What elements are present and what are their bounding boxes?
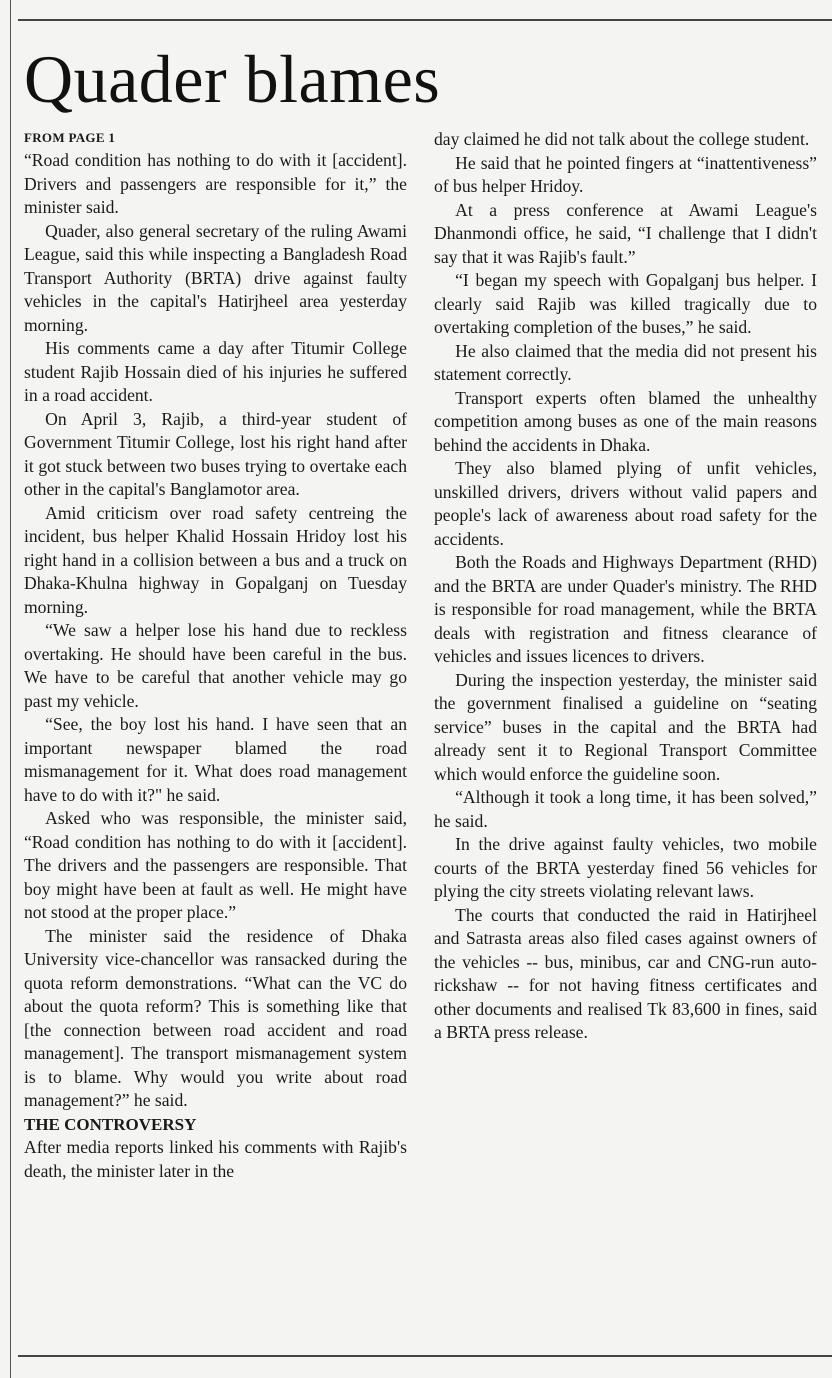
page-left-edge — [10, 0, 11, 1378]
paragraph: Amid criticism over road safety centreing the incident, bus helper Khalid Hossain Hridoy lost his right hand in a collision between a bus and a truck on Dhaka-Khulna highway in Gopalganj on Tuesday morning. — [24, 502, 407, 617]
paragraph: At a press conference at Awami League's Dhanmondi office, he said, “I challenge that I didn't say that it was Rajib's fault.” — [434, 199, 817, 267]
subhead-controversy: THE CONTROVERSY — [24, 1114, 197, 1134]
headline: Quader blames — [24, 41, 441, 117]
paragraph: Quader, also general secretary of the ruling Awami League, said this while inspecting a Bangladesh Road Transport Authority (BRTA) drive against faulty vehicles in the capital's Hatirjheel area yesterday morning. — [24, 220, 407, 335]
paragraph: The minister said the residence of Dhaka University vice-chancellor was ransacked during the quota reform demonstrations. “What can the VC do about the quota reform? This is something like that [the connection between road accident and road management]. The transport mismanagement system is to blame. Why would you write about road management?” he said. — [24, 925, 407, 1110]
paragraph: “We saw a helper lose his hand due to reckless overtaking. He should have been careful in the bus. We have to be careful that another vehicle may go past my vehicle. — [24, 620, 407, 711]
kicker-from-page: FROM PAGE 1 — [24, 130, 116, 145]
paragraph: “Road condition has nothing to do with it [accident]. Drivers and passengers are responsible for it,” the minister said. — [24, 150, 407, 217]
paragraph: The courts that conducted the raid in Hatirjheel and Satrasta areas also filed cases against owners of the vehicles -- bus, minibus, car and CNG-run auto-rickshaw -- for not having fitness certificates and other documents and realised Tk 83,600 in fines, said a BRTA press release. — [434, 904, 817, 1042]
paragraph: “I began my speech with Gopalganj bus helper. I clearly said Rajib was killed tragically due to overtaking completion of the buses,” he said. — [434, 270, 817, 337]
paragraph: On April 3, Rajib, a third-year student of Government Titumir College, lost his right hand after it got stuck between two buses trying to overtake each other in the capital's Banglamotor area. — [24, 408, 407, 499]
paragraph: Asked who was responsible, the minister said, “Road condition has nothing to do with it [accident]. The drivers and the passengers are responsible. That boy might have been at fault as well. He might have not stood at the proper place.” — [24, 808, 407, 922]
paragraph: After media reports linked his comments with Rajib's death, the minister later in the — [24, 1137, 407, 1181]
paragraph: During the inspection yesterday, the minister said the government finalised a guideline on “seating service” buses in the capital and the BRTA had already sent it to Regional Transport Committee which would enforce the guideline soon. — [434, 669, 817, 784]
paragraph: Transport experts often blamed the unhealthy competition among buses as one of the main reasons behind the accidents in Dhaka. — [434, 387, 817, 455]
paragraph: They also blamed plying of unfit vehicles, unskilled drivers, drivers without valid papers and people's lack of awareness about road safety for the accidents. — [434, 458, 817, 549]
paragraph: He also claimed that the media did not present his statement correctly. — [434, 340, 817, 384]
paragraph: He said that he pointed fingers at “inattentiveness” of bus helper Hridoy. — [434, 152, 817, 196]
bottom-rule — [18, 1355, 832, 1357]
paragraph: In the drive against faulty vehicles, two mobile courts of the BRTA yesterday fined 56 vehicles for plying the city streets violating relevant laws. — [434, 834, 817, 901]
article-column-left — [24, 127, 407, 1183]
article-column-right — [434, 128, 817, 1045]
paragraph: Both the Roads and Highways Department (RHD) and the BRTA are under Quader's ministry. The RHD is responsible for road management, while the BRTA deals with registration and fitness clearance of vehicles and issues licences to drivers. — [434, 552, 817, 666]
top-rule — [18, 19, 832, 21]
paragraph: “See, the boy lost his hand. I have seen that an important newspaper blamed the road mismanagement for it. What does road management have to do with it?" he said. — [24, 714, 407, 805]
paragraph: “Although it took a long time, it has been solved,” he said. — [434, 787, 817, 831]
paragraph: day claimed he did not talk about the college student. — [434, 129, 810, 149]
paragraph: His comments came a day after Titumir College student Rajib Hossain died of his injuries he suffered in a road accident. — [24, 338, 407, 405]
